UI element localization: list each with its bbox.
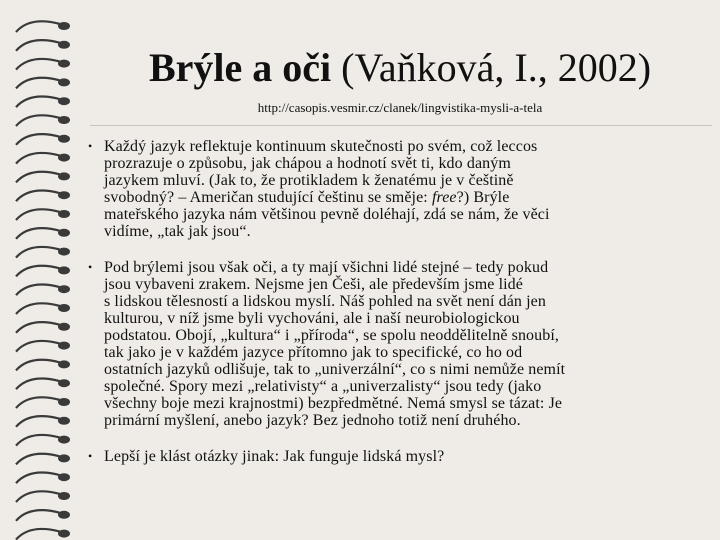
bullet-line: s lidskou tělesností a lidskou myslí. Náš pohled na svět není dán jen (104, 293, 546, 310)
binding-ring (16, 360, 70, 371)
bullet-line: mateřského jazyka nám většinou pevně doléhají, zdá se nám, že věci (104, 206, 550, 223)
bullet-line: primární myšlení, anebo jazyk? Bez jednoho totiž není druhého. (104, 412, 521, 429)
italic-word: free (431, 189, 457, 206)
binding-ring (16, 397, 70, 408)
title-rest: (Vaňková, I., 2002) (331, 45, 652, 90)
bullet-item-1 (88, 138, 688, 240)
binding-ring (16, 322, 70, 333)
binding-ring (16, 379, 70, 390)
bullet-line: společné. Spory mezi „relativisty“ a „univerzalisty“ jsou tedy (jako (104, 378, 542, 395)
binding-ring (16, 59, 70, 70)
bullet-line: tak jako je v každém jazyce přítomno jak to specifické, co ho od (104, 344, 523, 361)
bullet-line: jsou vybaveni zrakem. Nejsme jen Češi, ale především jsme lidé (104, 276, 523, 293)
bullet-item-2 (88, 259, 688, 429)
spiral-binding-icon (0, 0, 80, 540)
binding-ring (16, 97, 70, 108)
bullet-line: Každý jazyk reflektuje kontinuum skutečnosti po svém, což leccos (104, 138, 538, 155)
binding-ring (16, 21, 70, 32)
title-bold: Brýle a oči (148, 45, 332, 90)
binding-ring (16, 303, 70, 314)
binding-ring (16, 473, 70, 484)
binding-ring (16, 435, 70, 446)
binding-ring (16, 454, 70, 465)
binding-ring (16, 78, 70, 89)
binding-ring (16, 209, 70, 220)
binding-ring (16, 172, 70, 183)
bullet-dot: • (88, 449, 93, 463)
bullet-list (88, 138, 688, 484)
bullet-line: podstatou. Obojí, „kultura“ i „příroda“, se spolu neoddělitelně snoubí, (104, 327, 559, 344)
binding-ring (16, 40, 70, 51)
binding-ring (16, 510, 70, 521)
binding-ring (16, 285, 70, 296)
line-text-tail: ?) Brýle (456, 189, 510, 206)
bullet-line: ostatních jazyků odlišuje, tak to „univerzální“, co s nimi nemůže nemít (104, 361, 566, 378)
binding-ring (16, 191, 70, 202)
bullet-line (104, 189, 688, 206)
bullet-dot: • (88, 139, 93, 153)
title-divider (90, 125, 712, 126)
bullet-item-3 (88, 448, 688, 465)
source-url: http://casopis.vesmir.cz/clanek/lingvistika-mysli-a-tela (257, 100, 543, 115)
slide-title (80, 38, 720, 98)
binding-ring (16, 491, 70, 502)
line-text: svobodný? – Američan studující češtinu se směje: (104, 189, 432, 206)
bullet-line: kulturou, v níž jsme byli vychováni, ale i naší neurobiologickou (104, 310, 520, 327)
bullet-line: vidíme, „tak jak jsou“. (104, 223, 251, 240)
bullet-dot: • (88, 260, 93, 274)
binding-ring (16, 247, 70, 258)
bullet-line: prozrazuje o způsobu, jak chápou a hodnotí svět ti, kdo daným (104, 155, 511, 172)
slide-header (80, 38, 720, 116)
bullet-line: Lepší je klást otázky jinak: Jak funguje lidská mysl? (104, 448, 445, 465)
binding-ring (16, 416, 70, 427)
bullet-line: jazykem mluví. (Jak to, že protikladem k ženatému je v češtině (104, 172, 514, 189)
binding-ring (16, 529, 70, 540)
binding-ring (16, 228, 70, 239)
binding-ring (16, 115, 70, 126)
bullet-line: všechny boje mezi krajnostmi) bezpředmětné. Nemá smysl se tázat: Je (104, 395, 563, 412)
binding-ring (16, 341, 70, 352)
bullet-line: Pod brýlemi jsou však oči, a ty mají všichni lidé stejné – tedy pokud (104, 259, 549, 276)
binding-ring (16, 134, 70, 145)
binding-ring (16, 153, 70, 164)
binding-ring (16, 266, 70, 277)
